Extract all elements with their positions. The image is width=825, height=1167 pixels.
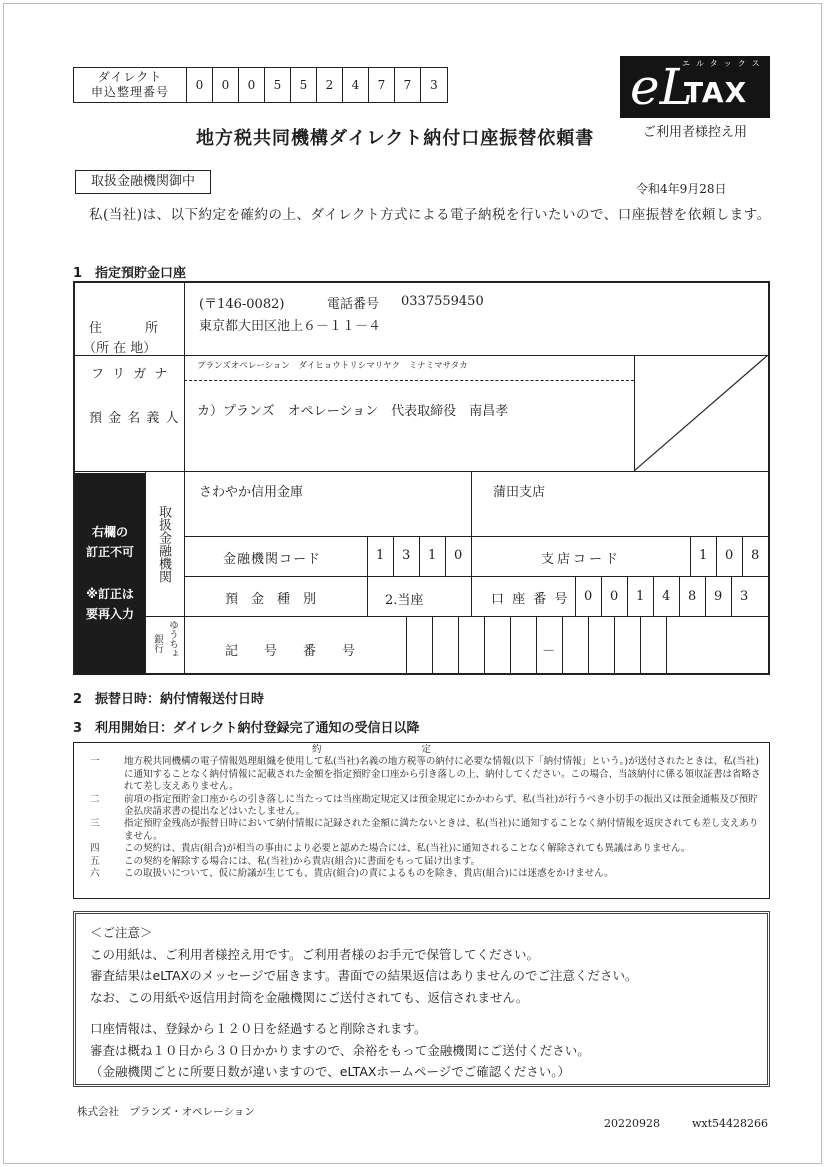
section-3-heading: 3 利用開始日：ダイレクト納付登録完了通知の受信日以降 bbox=[73, 721, 420, 736]
account-digit: 3 bbox=[740, 589, 749, 604]
phone-number: 0337559450 bbox=[401, 294, 484, 309]
copy-label: ご利用者様控え用 bbox=[643, 125, 748, 140]
agreement-heading: 約定 bbox=[311, 744, 531, 755]
note1: 右欄の bbox=[91, 525, 128, 539]
item-text: この契約を解除する場合には、私(当社)から貴店(組合)に書面をもって届け出ます。 bbox=[124, 855, 481, 867]
to-bank-label: 取扱金融機関御中 bbox=[75, 170, 211, 194]
account-digit: 0 bbox=[584, 589, 593, 604]
app-digit: 3 bbox=[430, 78, 438, 92]
notice-line: この用紙は、ご利用者様控え用です。ご利用者様のお手元で保管してください。 bbox=[90, 946, 540, 962]
intro-text: 私(当社)は、以下約定を確約の上、ダイレクト方式による電子納税を行いたいので、口座振替を依頼します。 bbox=[89, 207, 771, 223]
bank-code-digit: 1 bbox=[428, 548, 437, 563]
notice-box bbox=[73, 911, 770, 1087]
section-2-heading: 2 振替日時：納付情報送付日時 bbox=[73, 692, 265, 707]
branch-name: 蒲田支店 bbox=[493, 485, 546, 500]
address-label: 住 所 bbox=[89, 321, 160, 336]
eltax-logo bbox=[620, 56, 770, 118]
bank-code-label: 金融機関コード bbox=[223, 552, 322, 567]
application-number-box bbox=[73, 67, 448, 103]
postal-code: (〒146-0082) bbox=[199, 297, 285, 312]
branch-code-digit: 0 bbox=[725, 548, 734, 563]
bank-code-digit: 0 bbox=[454, 548, 463, 563]
notice-line: （金融機関ごとに所要日数が違いますので、eLTAXホームページでご確認ください。） bbox=[90, 1064, 570, 1079]
footer-company: 株式会社 プランズ・オペレーション bbox=[77, 1106, 255, 1118]
phone-label: 電話番号 bbox=[327, 297, 380, 312]
note2: 訂正不可 bbox=[85, 545, 134, 559]
furigana-label: フ リ ガ ナ bbox=[91, 367, 170, 382]
document-title: 地方税共同機構ダイレクト納付口座振替依頼書 bbox=[196, 128, 595, 149]
app-digit: 4 bbox=[343, 68, 369, 102]
agreement-item bbox=[74, 856, 769, 868]
app-digit: 2 bbox=[317, 68, 343, 102]
account-digit: 4 bbox=[662, 589, 671, 604]
item-number: 五 bbox=[90, 855, 100, 867]
no-correction-block bbox=[75, 473, 145, 675]
account-digit: 0 bbox=[610, 589, 619, 604]
item-number: 四 bbox=[90, 843, 100, 855]
bank-code-digit: 3 bbox=[402, 548, 411, 563]
account-digit: 8 bbox=[688, 589, 697, 604]
notice-heading: ＜ご注意＞ bbox=[90, 925, 153, 940]
account-digit: 9 bbox=[714, 589, 723, 604]
logo-kana: エルタックス bbox=[682, 59, 766, 68]
notice-line: 審査は概ね１０日から３０日かかりますので、余裕をもって金融機関にご送付ください。 bbox=[90, 1042, 590, 1058]
holder-value: カ）プランズ オペレーション 代表取締役 南昌孝 bbox=[197, 404, 509, 419]
app-digit: 5 bbox=[265, 68, 291, 102]
app-digit: 7 bbox=[369, 68, 395, 102]
yucho-label: ゆうちょ bbox=[167, 620, 178, 658]
void-diagonal bbox=[634, 355, 768, 471]
note3: ※訂正は bbox=[86, 587, 134, 601]
item-text: 指定預貯金残高が振替日時において納付情報に記録された金額に満たないときは、私(当社)に通知することなく納付情報を返戻されても差し支えありません。 bbox=[124, 818, 759, 842]
yucho-bank-label: 銀行 bbox=[152, 634, 163, 653]
branch-code-label: 支店コード bbox=[541, 552, 622, 567]
app-digit: 0 bbox=[239, 68, 265, 102]
footer-code-date: 20220928 bbox=[604, 1117, 660, 1130]
document-date: 令和4年9月28日 bbox=[636, 182, 727, 196]
app-digit: 0 bbox=[213, 68, 239, 102]
item-text: この契約は、貴店(組合)が相当の事由により必要と認めた場合には、私(当社)に通知されることなく解除されても異議はありません。 bbox=[124, 843, 691, 855]
notice-line: なお、この用紙や返信用封筒を金融機関にご送付されても、返信されません。 bbox=[90, 989, 529, 1005]
footer-code: wxt54428266 bbox=[692, 1117, 769, 1130]
agreement-box bbox=[73, 742, 770, 899]
app-digit: 5 bbox=[291, 68, 317, 102]
logo-el: eL bbox=[630, 58, 693, 116]
agreement-item bbox=[74, 794, 769, 819]
agreement-item bbox=[74, 868, 769, 880]
address-value: 東京都大田区池上６－１１－４ bbox=[199, 319, 382, 334]
deposit-type-label: 預 金 種 別 bbox=[225, 592, 317, 607]
account-number-label: 口 座 番 号 bbox=[491, 592, 570, 607]
label-line1: ダイレクト bbox=[97, 70, 163, 84]
deposit-type-value: 2.当座 bbox=[385, 593, 424, 608]
app-digit: 0 bbox=[187, 68, 213, 102]
bank-name: さわやか信用金庫 bbox=[199, 485, 304, 500]
logo-tax: TAX bbox=[684, 76, 748, 109]
account-table bbox=[73, 281, 770, 675]
notice-line: 審査結果はeLTAXのメッセージで届きます。書面での結果返信はありませんのでご注意ください。 bbox=[90, 968, 638, 983]
agreement-item bbox=[74, 843, 769, 855]
item-text: 地方税共同機構の電子情報処理組織を使用して私(当社)名義の地方税等の納付に必要な情報(以下「納付情報」という。)が送付されたときは、私(当社)に通知することなく納付情報に記載された金額を指定預貯金口座から引き落しの上、納付してください。この場合、当該納付に係る領収証書は省略されて差し支えありません。 bbox=[124, 756, 761, 793]
item-number: 一 bbox=[90, 756, 100, 768]
bank-code-digit: 1 bbox=[376, 548, 385, 563]
item-number: 六 bbox=[90, 868, 100, 880]
branch-code-digit: 8 bbox=[751, 548, 760, 563]
application-number-label bbox=[74, 68, 187, 102]
branch-code-digit: 1 bbox=[699, 548, 708, 563]
account-digit: 1 bbox=[636, 589, 645, 604]
symbol-number-label: 記 号 番 号 bbox=[225, 644, 356, 659]
item-text: この取扱いについて、仮に紛議が生じても、貴店(組合)の責によるものを除き、貴店(組合)には迷惑をかけません。 bbox=[124, 868, 614, 880]
notice-line: 口座情報は、登録から１２０日を経過すると削除されます。 bbox=[90, 1021, 427, 1036]
agreement-item bbox=[74, 756, 769, 793]
app-digit: 7 bbox=[395, 68, 421, 102]
agreement-item bbox=[74, 818, 769, 843]
holder-label: 預 金 名 義 人 bbox=[89, 411, 180, 426]
item-number: 二 bbox=[90, 793, 100, 805]
furigana-value: プランズオペレーション ダイヒョウトリシマリヤク ミナミマサタカ bbox=[197, 361, 468, 371]
note4: 要再入力 bbox=[85, 607, 134, 621]
location-label: （所 在 地） bbox=[83, 341, 157, 356]
label-line2: 申込整理番号 bbox=[90, 85, 169, 99]
section-1-heading: 1 指定預貯金口座 bbox=[73, 266, 187, 281]
fi-label: 取扱金融機関 bbox=[156, 505, 171, 583]
item-number: 三 bbox=[90, 818, 100, 830]
item-text: 前項の指定預貯金口座からの引き落しに当たっては当座勘定規定又は預金規定にかかわらず、私(当社)が行うべき小切手の振出又は預金通帳及び預貯金払戻請求書の提出などはいたしません。 bbox=[124, 793, 758, 818]
symbol-dash: － bbox=[542, 644, 556, 659]
